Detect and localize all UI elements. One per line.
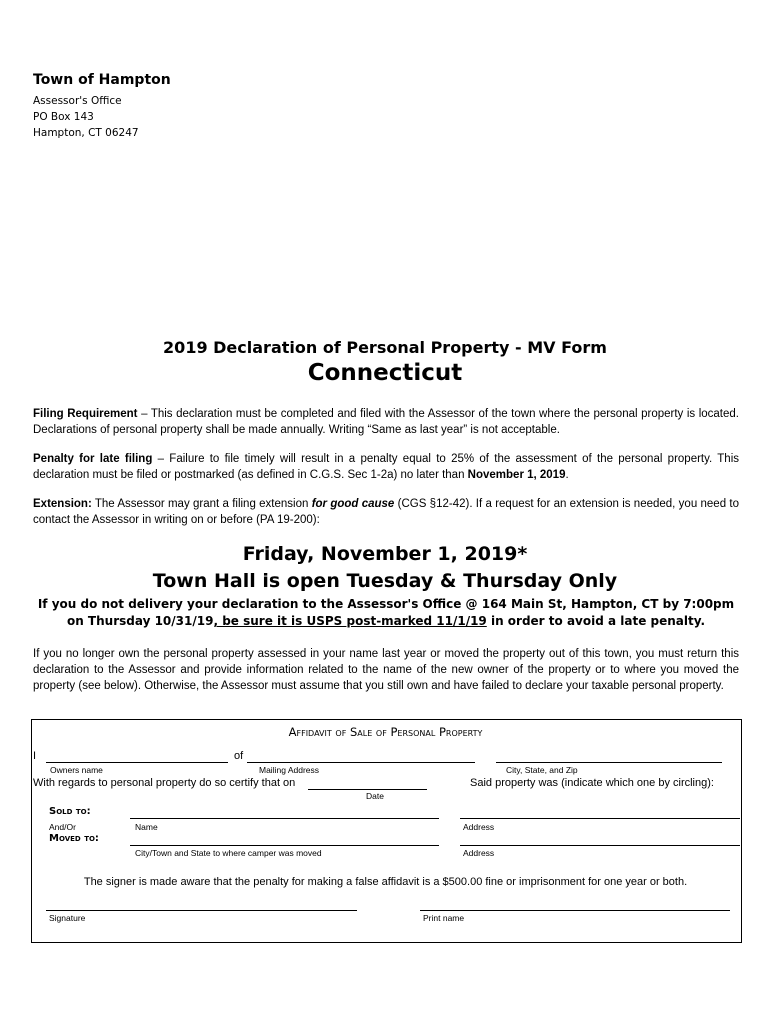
extension-text-1: The Assessor may grant a filing extension <box>91 498 312 510</box>
city-line: Hampton, CT 06247 <box>33 127 139 139</box>
penalty-paragraph <box>33 451 739 483</box>
state-title: Connecticut <box>307 360 463 386</box>
sold-to-address-field[interactable] <box>460 818 740 819</box>
penalty-label: Penalty for late filing <box>33 453 153 465</box>
mailing-address-field[interactable] <box>247 762 475 763</box>
office-line: Assessor's Office <box>33 95 122 107</box>
of-label: of <box>234 750 244 762</box>
signature-label: Signature <box>49 913 86 923</box>
town-name: Town of Hampton <box>33 72 171 88</box>
affidavit-title: Affidavit of Sale of Personal Property <box>288 725 483 739</box>
date-field[interactable] <box>308 789 427 790</box>
date-label: Date <box>366 791 384 801</box>
delivery-notice <box>33 596 739 630</box>
pobox-line: PO Box 143 <box>33 111 94 123</box>
city-state-zip-label: City, State, and Zip <box>506 765 578 775</box>
sold-to-label: Sold to: <box>49 806 91 817</box>
town-hall-hours: Town Hall is open Tuesday & Thursday Only <box>152 570 618 592</box>
false-affidavit-warning: The signer is made aware that the penalty for making a false affidavit is a $500.00 fine or imprisonment for one year or both. <box>83 876 688 888</box>
mailing-address-label: Mailing Address <box>259 765 320 775</box>
filing-requirement <box>33 406 739 438</box>
and-or-label: And/Or <box>49 822 76 832</box>
owners-name-field[interactable] <box>46 762 228 763</box>
city-state-zip-field[interactable] <box>496 762 722 763</box>
certify-text: With regards to personal property do so certify that on <box>33 777 296 789</box>
city-town-label: City/Town and State to where camper was moved <box>135 848 322 858</box>
address-label-2: Address <box>463 848 495 858</box>
notice-part-3: in order to avoid a late penalty. <box>486 614 706 628</box>
penalty-text-1: – Failure to file timely will result in a penalty equal to 25% of the assessment of the personal property. This declaration must be filed or postmarked (as defined in C.G.S. Sec 1-2a) no later than <box>33 453 739 481</box>
penalty-deadline: November 1, 2019 <box>467 469 566 481</box>
extension-label: Extension: <box>33 498 92 510</box>
no-longer-own-paragraph: If you no longer own the personal property assessed in your name last year or moved the property out of this town, you must return this declaration to the Assessor and provide information related to the name of the new owner of the property or to where you moved the property (see below). Otherwise, the Assessor must assume that you still own and have failed to declare your taxable personal property. <box>33 648 739 692</box>
form-title: 2019 Declaration of Personal Property - MV Form <box>163 338 607 357</box>
address-label-1: Address <box>463 822 495 832</box>
owners-name-label: Owners name <box>50 765 103 775</box>
notice-part-1: If you do not delivery your declaration to the Assessor's Office @ 164 Main St, Hampton, CT by 7:00pm on Thursday 10/31/19 <box>37 597 735 628</box>
i-label: I <box>33 750 37 762</box>
print-name-label: Print name <box>423 913 465 923</box>
print-name-field[interactable] <box>420 910 730 911</box>
filing-text: – This declaration must be completed and filed with the Assessor of the town where the personal property is located. Declarations of personal property shall be made annually. Writing “Same as last year” is not acceptable. <box>33 408 739 436</box>
said-property-text: Said property was (indicate which one by circling): <box>470 777 714 789</box>
sold-to-name-field[interactable] <box>130 818 439 819</box>
signature-field[interactable] <box>46 910 357 911</box>
filing-label: Filing Requirement <box>33 408 138 420</box>
name-label: Name <box>135 822 158 832</box>
notice-part-2: , be sure it is USPS post-marked 11/1/19 <box>213 614 487 628</box>
extension-emphasis: for good cause <box>311 498 395 510</box>
extension-text-2: (CGS §12-42). If a request for an extension is needed, you need to contact the Assessor in writing on or before (PA 19-200): <box>33 498 739 526</box>
deadline-date: Friday, November 1, 2019* <box>242 543 528 565</box>
moved-to-label: Moved to: <box>49 833 99 844</box>
moved-to-city-field[interactable] <box>130 845 439 846</box>
penalty-text-2: . <box>565 469 569 481</box>
extension-paragraph <box>33 496 739 528</box>
moved-to-address-field[interactable] <box>460 845 740 846</box>
